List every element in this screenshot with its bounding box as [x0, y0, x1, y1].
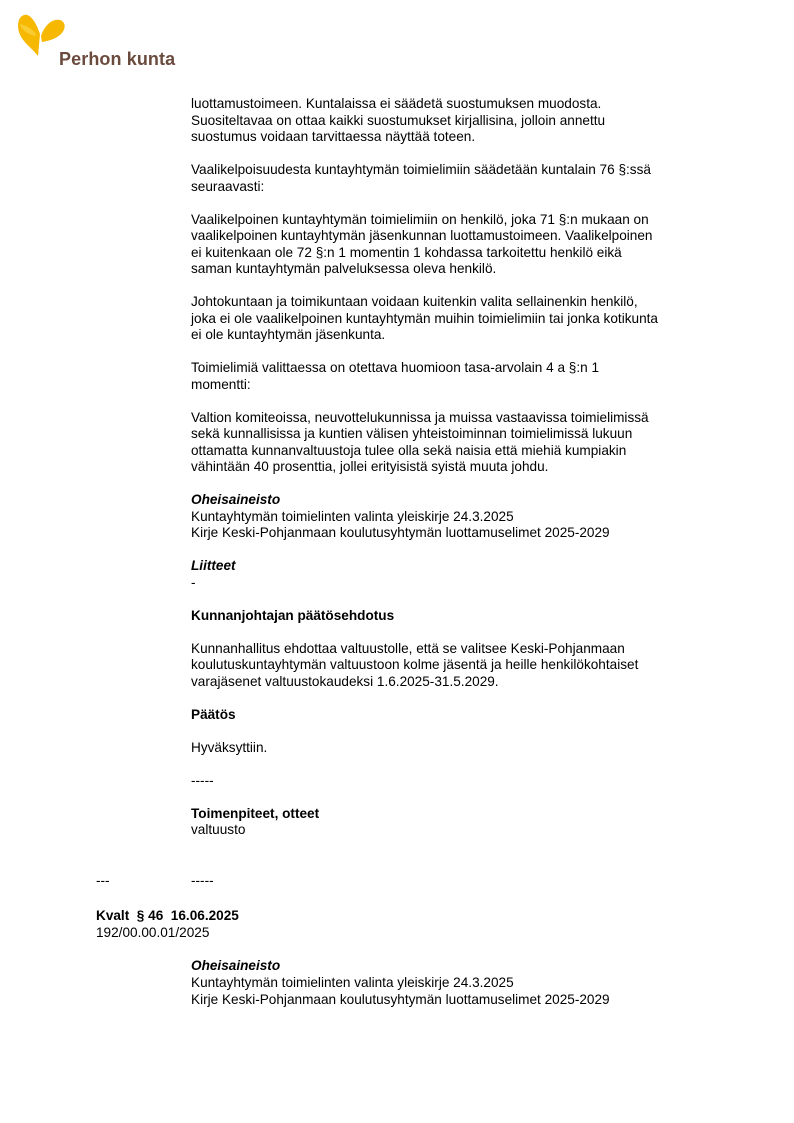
paragraph: Valtion komiteoissa, neuvottelukunnissa ja muissa vastaavissa toimielimissä sekä kunnallisissa ja kuntien välisen yhteistoiminnan toimielimissä lukuun ottamatta kunnanvaltuustoja tulee olla sekä naisia että miehiä kumpiakin vähintään 40 prosenttia, jollei erityisistä syistä muuta johdu. [191, 409, 649, 474]
municipality-logo [16, 12, 186, 69]
actions-value: valtuusto [191, 822, 246, 837]
actions-heading: Toimenpiteet, otteet [191, 805, 320, 821]
decision-text: Hyväksyttiin. [191, 739, 268, 755]
right-dashes: ----- [191, 873, 214, 888]
liitteet-heading: Liitteet [191, 558, 236, 573]
decision-heading: Päätös [191, 706, 236, 722]
proposal-text: Kunnanhallitus ehdottaa valtuustolle, että se valitsee Keski-Pohjanmaan koulutuskuntayhtymän valtuustoon kolme jäsentä ja heille henkilökohtaiset varajäsenet valtuustokaudeksi 1.6.2025-31.5.2029. [191, 640, 639, 689]
left-dashes: --- [96, 873, 110, 888]
footer-oheisaineisto-item: Kuntayhtymän toimielinten valinta yleiskirje 24.3.2025 [191, 975, 514, 990]
oheisaineisto-heading: Oheisaineisto [191, 492, 281, 507]
paragraph: Toimielimiä valittaessa on otettava huomioon tasa-arvolain 4 a §:n 1 momentti: [191, 360, 600, 392]
case-number: 192/00.00.01/2025 [96, 925, 210, 940]
separator: ----- [191, 772, 214, 788]
paragraph: Vaalikelpoinen kuntayhtymän toimielimiin on henkilö, joka 71 §:n mukaan on vaalikelpoinen kuntayhtymän jäsenkunnan luottamustoimeen. Vaalikelpoinen ei kuitenkaan ole 72 §:n 1 momentin 1 kohdassa tarkoitettu henkilö eikä saman kuntayhtymän palveluksessa oleva henkilö. [191, 211, 653, 276]
section-reference: Kvalt § 46 16.06.2025 [96, 908, 239, 923]
paragraph: Johtokuntaan ja toimikuntaan voidaan kuitenkin valita sellainenkin henkilö, joka ei ole vaalikelpoinen kuntayhtymän muihin toimielimiin tai jonka kotikunta ei ole kuntayhtymän jäsenkunta. [191, 294, 658, 342]
paragraph: Vaalikelpoisuudesta kuntayhtymän toimielimiin säädetään kuntalain 76 §:ssä seuraavasti: [191, 162, 651, 194]
footer-oheisaineisto-heading: Oheisaineisto [191, 958, 281, 973]
paragraph: luottamustoimeen. Kuntalaissa ei säädetä suostumuksen muodosta. Suositeltavaa on ottaa kaikki suostumukset kirjallisina, jolloin annettu suostumus voidaan tarvittaessa näyttää toteen. [191, 96, 606, 144]
footer-oheisaineisto-item: Kirje Keski-Pohjanmaan koulutusyhtymän luottamuselimet 2025-2029 [191, 992, 610, 1007]
proposal-heading: Kunnanjohtajan päätösehdotus [191, 607, 395, 623]
liitteet-value: - [191, 574, 196, 590]
logo-text: Perhon kunta [59, 49, 176, 69]
oheisaineisto-item: Kuntayhtymän toimielinten valinta yleiskirje 24.3.2025 [191, 508, 514, 524]
document-body [191, 96, 701, 839]
oheisaineisto-item: Kirje Keski-Pohjanmaan koulutusyhtymän luottamuselimet 2025-2029 [191, 525, 610, 540]
